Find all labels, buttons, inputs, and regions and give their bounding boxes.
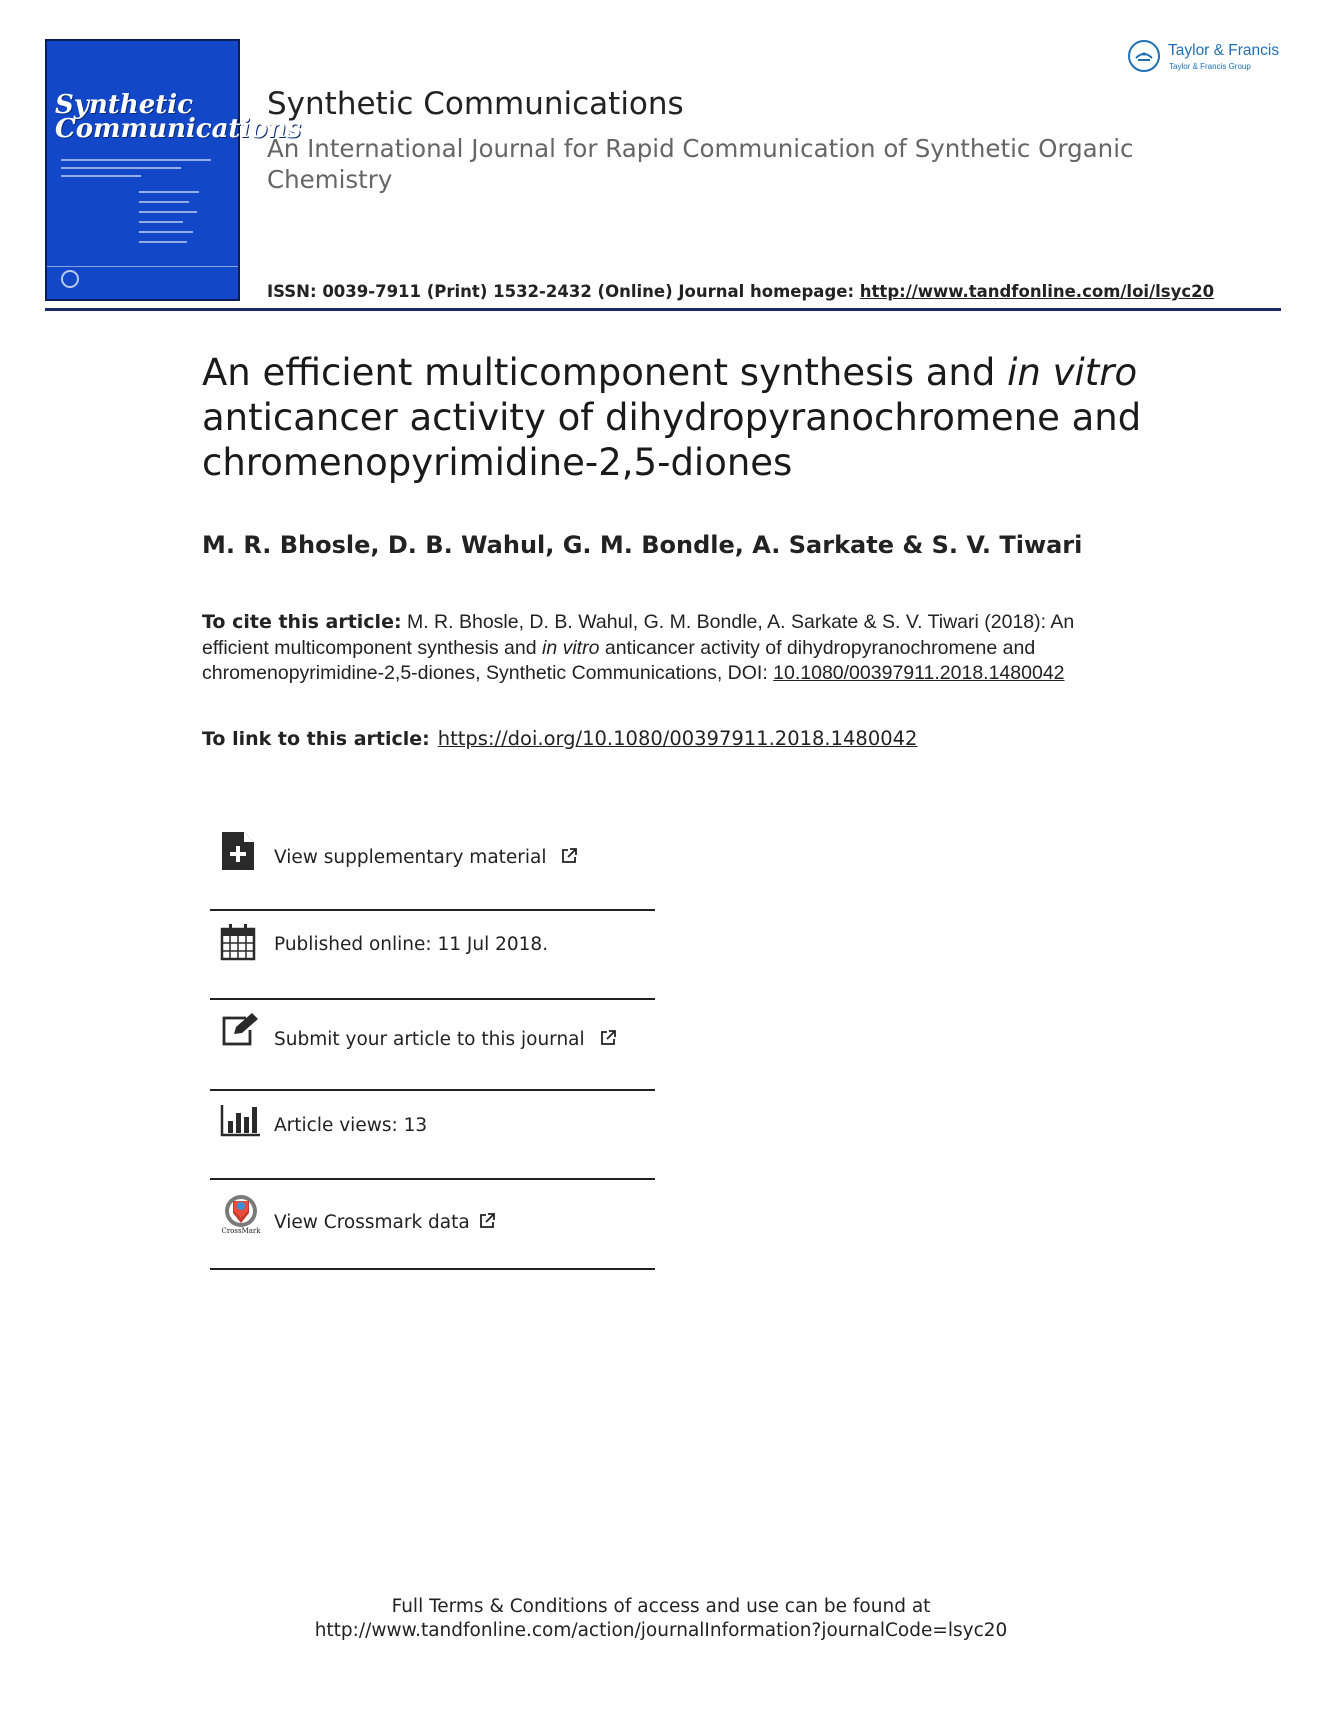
article-link-row <box>202 727 917 751</box>
footer-terms-text: Full Terms & Conditions of access and use can be found at <box>391 1596 931 1617</box>
article-authors: M. R. Bhosle, D. B. Wahul, G. M. Bondle, A. Sarkate & S. V. Tiwari <box>202 531 1083 559</box>
taylor-francis-logo <box>1128 40 1280 76</box>
published-online-text: Published online: 11 Jul 2018. <box>274 934 549 955</box>
footer-terms-link[interactable]: http://www.tandfonline.com/action/journalInformation?journalCode=lsyc20 <box>314 1620 1008 1641</box>
bar-chart-icon <box>220 1103 262 1142</box>
article-doi-link[interactable]: https://doi.org/10.1080/00397911.2018.1480042 <box>437 727 918 750</box>
crossmark-label: CrossMark <box>221 1227 261 1235</box>
footer <box>0 1595 1322 1643</box>
journal-subtitle: An International Journal for Rapid Communication of Synthetic Organic Chemistry <box>267 134 1134 194</box>
divider <box>210 1268 655 1270</box>
crossmark-icon <box>220 1194 264 1240</box>
article-title: An efficient multicomponent synthesis and in vitro anticancer activity of dihydropyranochromene and chromenopyrimidine-2,5-diones <box>202 351 1142 484</box>
article-views-text: Article views: 13 <box>274 1115 428 1136</box>
published-online-item <box>210 911 655 999</box>
edit-icon <box>220 1012 260 1053</box>
citation-block: To cite this article: M. R. Bhosle, D. B. Wahul, G. M. Bondle, A. Sarkate & S. V. Tiwari (2018): An efficient multicomponent synthesis and in vitro anticancer activity of dihydropyranochromene and chromenopyrimidine-2,5-diones, Synthetic Communications, DOI: 10.1080/00397911.2018.1480042 <box>202 611 1075 684</box>
submit-article-link: Submit your article to this journal <box>274 1029 585 1050</box>
publisher-name: Taylor & Francis <box>1168 42 1280 59</box>
issn-line <box>267 282 1214 301</box>
crossmark-link: View Crossmark data <box>274 1212 470 1233</box>
issn-text: ISSN: 0039-7911 (Print) 1532-2432 (Online) Journal homepage: <box>267 282 855 301</box>
article-views-item <box>210 1091 655 1179</box>
cover-title: Synthetic Communications <box>55 90 302 144</box>
file-plus-icon <box>220 830 256 877</box>
journal-cover-image <box>45 39 302 301</box>
external-link-icon <box>599 1029 617 1047</box>
calendar-icon <box>220 923 256 966</box>
submit-article-item[interactable] <box>210 1000 655 1090</box>
journal-name: Synthetic Communications <box>267 86 684 122</box>
external-link-icon <box>560 847 578 865</box>
journal-homepage-link[interactable]: http://www.tandfonline.com/loi/lsyc20 <box>859 282 1215 301</box>
citation-doi-link[interactable]: 10.1080/00397911.2018.1480042 <box>773 662 1065 684</box>
lamp-logo-icon <box>1128 40 1160 72</box>
supplementary-material-link: View supplementary material <box>274 847 547 868</box>
supplementary-material-item[interactable] <box>210 820 655 910</box>
external-link-icon <box>478 1212 496 1230</box>
citation-label: To cite this article: <box>202 611 402 633</box>
header-divider <box>45 308 1281 311</box>
crossmark-item[interactable] <box>210 1180 655 1270</box>
publisher-group: Taylor & Francis Group <box>1169 62 1251 71</box>
link-label: To link to this article: <box>202 728 430 750</box>
